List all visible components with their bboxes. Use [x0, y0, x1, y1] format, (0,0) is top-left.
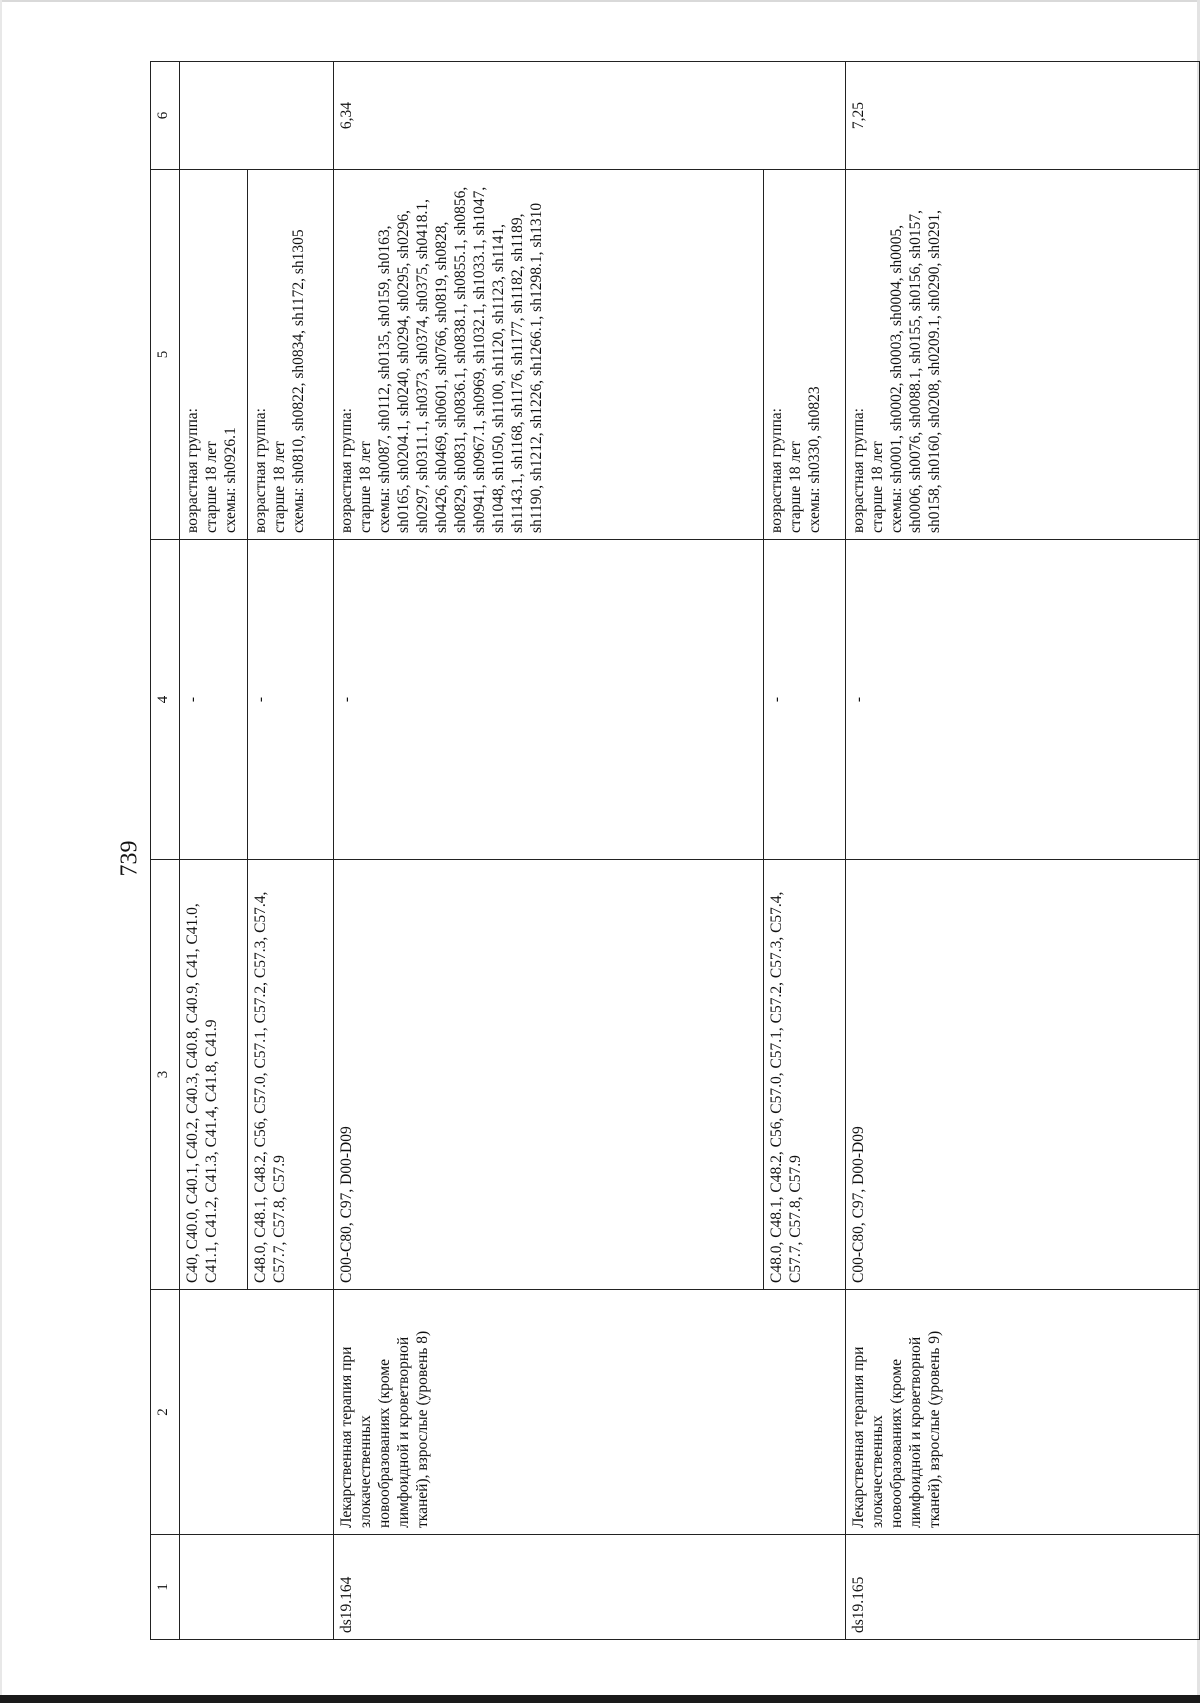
- scan-edge-left: [0, 0, 2, 1703]
- row-criteria: возрастная группа: старше 18 лет схемы: sh0330, sh0823: [764, 170, 846, 540]
- header-col-3: 3: [151, 860, 180, 1290]
- row-col4: -: [764, 540, 846, 860]
- header-col-6: 6: [151, 62, 180, 170]
- row-diagnosis-codes: C48.0, C48.1, C48.2, C56, C57.0, C57.1, C57.2, C57.3, C57.4, C57.7, C57.8, C57.9: [248, 860, 334, 1290]
- tariff-table: [150, 61, 1200, 1640]
- row-col4: -: [846, 540, 1200, 860]
- row-col4: -: [180, 540, 248, 860]
- table-row: [180, 62, 248, 1640]
- row-col4: -: [248, 540, 334, 860]
- row-code: [180, 1535, 334, 1640]
- header-col-5: 5: [151, 170, 180, 540]
- row-name: [180, 1290, 334, 1535]
- row-criteria: возрастная группа: старше 18 лет схемы: sh0810, sh0822, sh0834, sh1172, sh1305: [248, 170, 334, 540]
- table-row: [846, 62, 1200, 1640]
- table-header-row: [151, 62, 180, 1640]
- page-number: 739: [116, 840, 143, 877]
- row-coefficient: 6,34: [334, 62, 846, 170]
- row-coefficient: 7,25: [846, 62, 1200, 170]
- row-diagnosis-codes: C48.0, C48.1, C48.2, C56, C57.0, C57.1, C57.2, C57.3, C57.4, C57.7, C57.8, C57.9: [764, 860, 846, 1290]
- row-name: Лекарственная терапия при злокачественных новообразованиях (кроме лимфоидной и кроветворной тканей), взрослые (уровень 9): [846, 1290, 1200, 1535]
- header-col-2: 2: [151, 1290, 180, 1535]
- scan-edge-bottom: [0, 1695, 1200, 1703]
- row-code: ds19.165: [846, 1535, 1200, 1640]
- row-criteria: возрастная группа: старше 18 лет схемы: sh0087, sh0112, sh0135, sh0159, sh0163, sh0165, sh0204.1, sh0240, sh0294, sh0295, sh0296, sh0297, sh0311.1, sh0373, sh0374, sh0375, sh0418.1, sh0426, sh0469, sh0601, sh0766, sh0819, sh0828, sh0829, sh0831, sh0836.1, sh0838.1, sh0855.1, sh0856, sh0941, sh0967.1, sh0969, sh1032.1, sh1033.1, sh1047, sh1048, sh1050, sh1100, sh1120, sh1123, sh1141, sh1143.1, sh1168, sh1176, sh1177, sh1182, sh1189, sh1190, sh1212, sh1226, sh1266.1, sh1298.1, sh1310: [334, 170, 764, 540]
- row-code: ds19.164: [334, 1535, 846, 1640]
- row-diagnosis-codes: C40, C40.0, C40.1, C40.2, C40.3, C40.8, C40.9, C41, C41.0, C41.1, C41.2, C41.3, C41.4, C41.8, C41.9: [180, 860, 248, 1290]
- header-col-4: 4: [151, 540, 180, 860]
- header-col-1: 1: [151, 1535, 180, 1640]
- rotated-table-container: [150, 62, 1200, 1640]
- row-col4: -: [334, 540, 764, 860]
- row-name: Лекарственная терапия при злокачественных новообразованиях (кроме лимфоидной и кроветворной тканей), взрослые (уровень 8): [334, 1290, 846, 1535]
- row-criteria: возрастная группа: старше 18 лет схемы: sh0926.1: [180, 170, 248, 540]
- row-criteria: возрастная группа: старше 18 лет схемы: sh0001, sh0002, sh0003, sh0004, sh0005, sh0006, sh0076, sh0088.1, sh0155, sh0156, sh0157, sh0158, sh0160, sh0208, sh0209.1, sh0290, sh0291,: [846, 170, 1200, 540]
- row-diagnosis-codes: C00-C80, C97, D00-D09: [846, 860, 1200, 1290]
- row-diagnosis-codes: C00-C80, C97, D00-D09: [334, 860, 764, 1290]
- table-row: [334, 62, 764, 1640]
- row-coefficient: [180, 62, 334, 170]
- scan-edge-top: [0, 0, 1200, 2]
